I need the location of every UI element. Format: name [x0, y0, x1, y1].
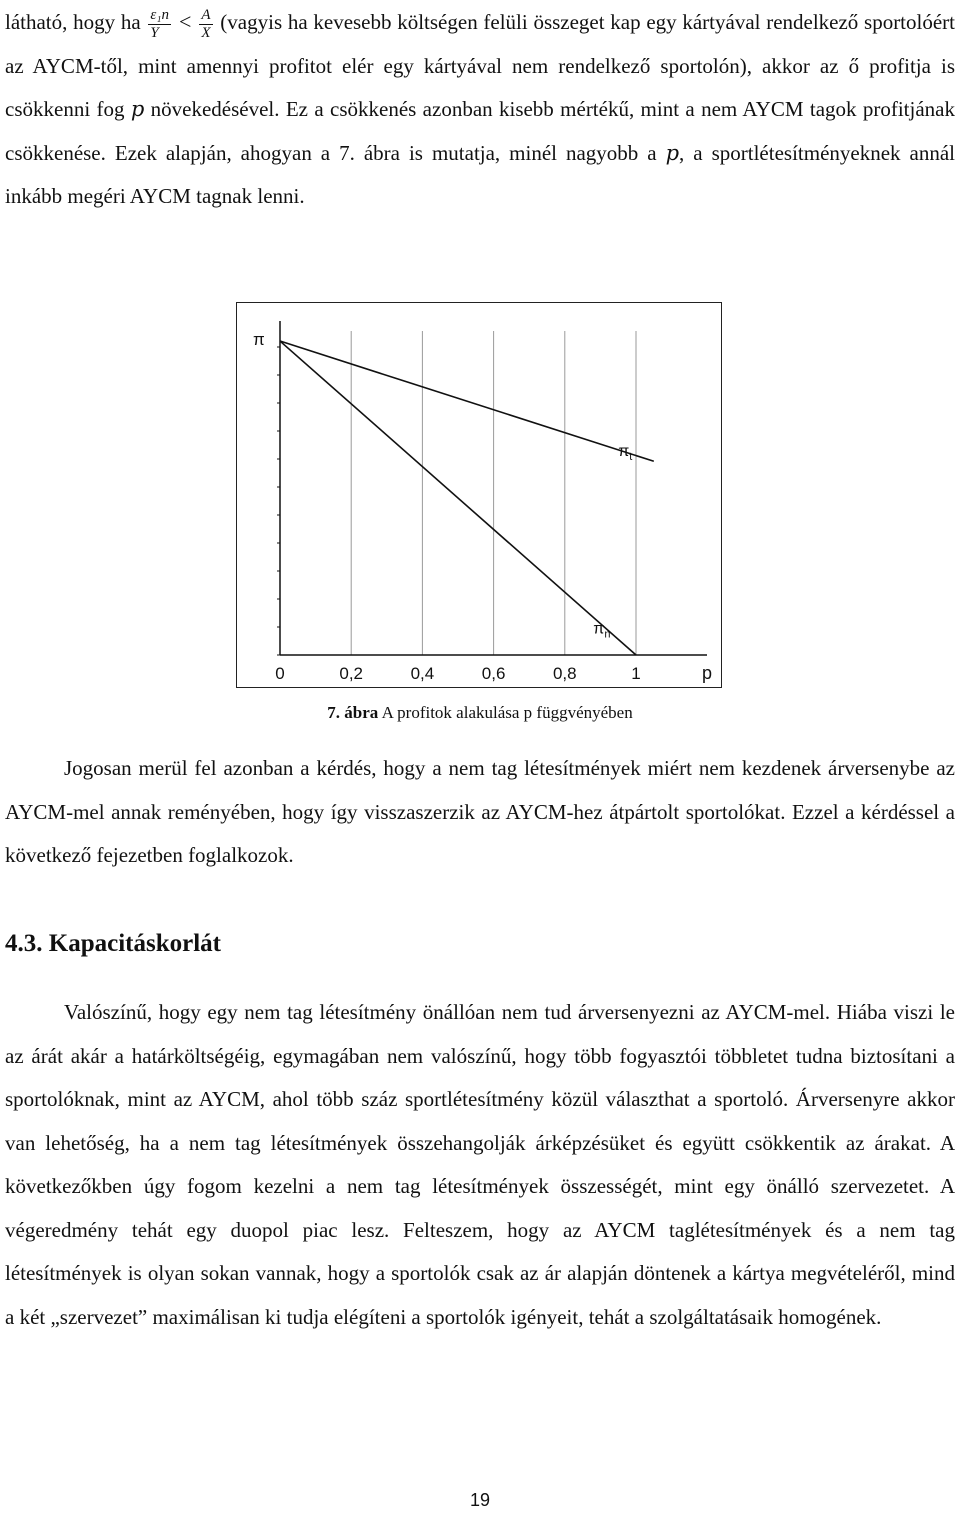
intro-paragraph — [5, 0, 955, 219]
series-label-πn — [593, 621, 610, 641]
series-label-πt — [618, 443, 632, 463]
paragraph-2: Jogosan merül fel azonban a kérdés, hogy a nem tag létesítmények miért nem kezdenek árversenybe az AYCM-mel annak reményében, hogy így visszaszerzik az AYCM-hez átpártolt sportolókat. Ezzel a kérdéssel a következő fejezetben foglalkozok. — [5, 756, 955, 867]
fraction-right — [199, 8, 212, 41]
x-tick-label-5: 1 — [631, 664, 641, 683]
x-tick-label-0: 0 — [275, 664, 285, 683]
intro-text-4: , a sportlétesítményeknek annál inkább megéri AYCM tagnak lenni. — [5, 140, 955, 208]
fraction-left-denominator: Y — [150, 24, 159, 41]
fraction-right-denominator: X — [201, 24, 211, 41]
y-axis-label: π — [253, 330, 265, 349]
series-label-main-πn: π — [593, 620, 605, 638]
x-tick-label-4: 0,8 — [552, 664, 577, 683]
x-tick-label-3: 0,6 — [481, 664, 506, 683]
x-tick-label-1: 0,2 — [339, 664, 364, 683]
series-label-sub-πn: n — [604, 628, 611, 641]
x-axis-label: p — [701, 663, 713, 683]
fraction-left — [148, 8, 171, 41]
figure-7-box — [236, 302, 722, 688]
intro-text-2: (vagyis ha kevesebb költségen felüli összeget kap egy kártyával rendelkező sportolóért az AYCM-től, mint amennyi profitot elér egy kártyával nem rendelkező sportolón), akkor az ő profitja is csökkenni fog — [5, 10, 956, 121]
variable-p: p — [130, 97, 145, 121]
series-line-πt — [280, 341, 654, 461]
caption-text: A profitok alakulása p függvényében — [378, 703, 633, 722]
variable-p-2: p — [665, 140, 680, 165]
series-line-πn — [280, 341, 636, 655]
series-label-main-πt: π — [618, 442, 630, 460]
intro-text-1: látható, hogy ha — [5, 10, 147, 34]
paragraph-3: Valószínű, hogy egy nem tag létesítmény önállóan nem tud árversenyezni az AYCM-mel. Hiába viszi le az árát akár a határköltségéig, egymagában nem valószínű, hogy több fogyasztói többletet tudna biztosítani a sportolóknak, mint az AYCM, ahol több száz sportlétesítmény közül választhat a sportoló. Árversenyre akkor van lehetőség, ha a nem tag létesítmények összehangolják árképzésüket és együtt csökkentik az árakat. A következőkben úgy fogom kezelni a nem tag létesítmények összességét, mint egy önálló szervezetet. A végeredmény tehát egy duopol piac lesz. Felteszem, hogy az AYCM taglétesítmények és a nem tag létesítmények is olyan sokan vannak, hogy a sportolók csak az ár alapján döntenek a kártya megvételéről, mind a két „szervezet” maximálisan ki tudja elégíteni a sportolók igényeit, tehát a szolgáltatásaik homogének. — [5, 1000, 955, 1329]
page-number: 19 — [469, 1490, 491, 1510]
intro-text-3: növekedésével. Ez a csökkenés azonban kisebb mértékű, mint a nem AYCM tagok profitjának csökkenése. Ezek alapján, ahogyan a 7. ábra is mutatja, minél nagyobb a — [5, 97, 955, 165]
less-than-operator: < — [179, 9, 192, 34]
section-heading: 4.3. Kapacitáskorlát — [5, 930, 221, 957]
figure-caption — [0, 703, 960, 723]
caption-label: 7. ábra — [327, 703, 379, 722]
fraction-right-numerator: A — [201, 6, 211, 23]
profit-chart — [237, 303, 721, 687]
fraction-left-numerator: ε₁n — [150, 6, 169, 23]
x-tick-label-2: 0,4 — [410, 664, 435, 683]
series-label-sub-πt: t — [629, 450, 633, 463]
